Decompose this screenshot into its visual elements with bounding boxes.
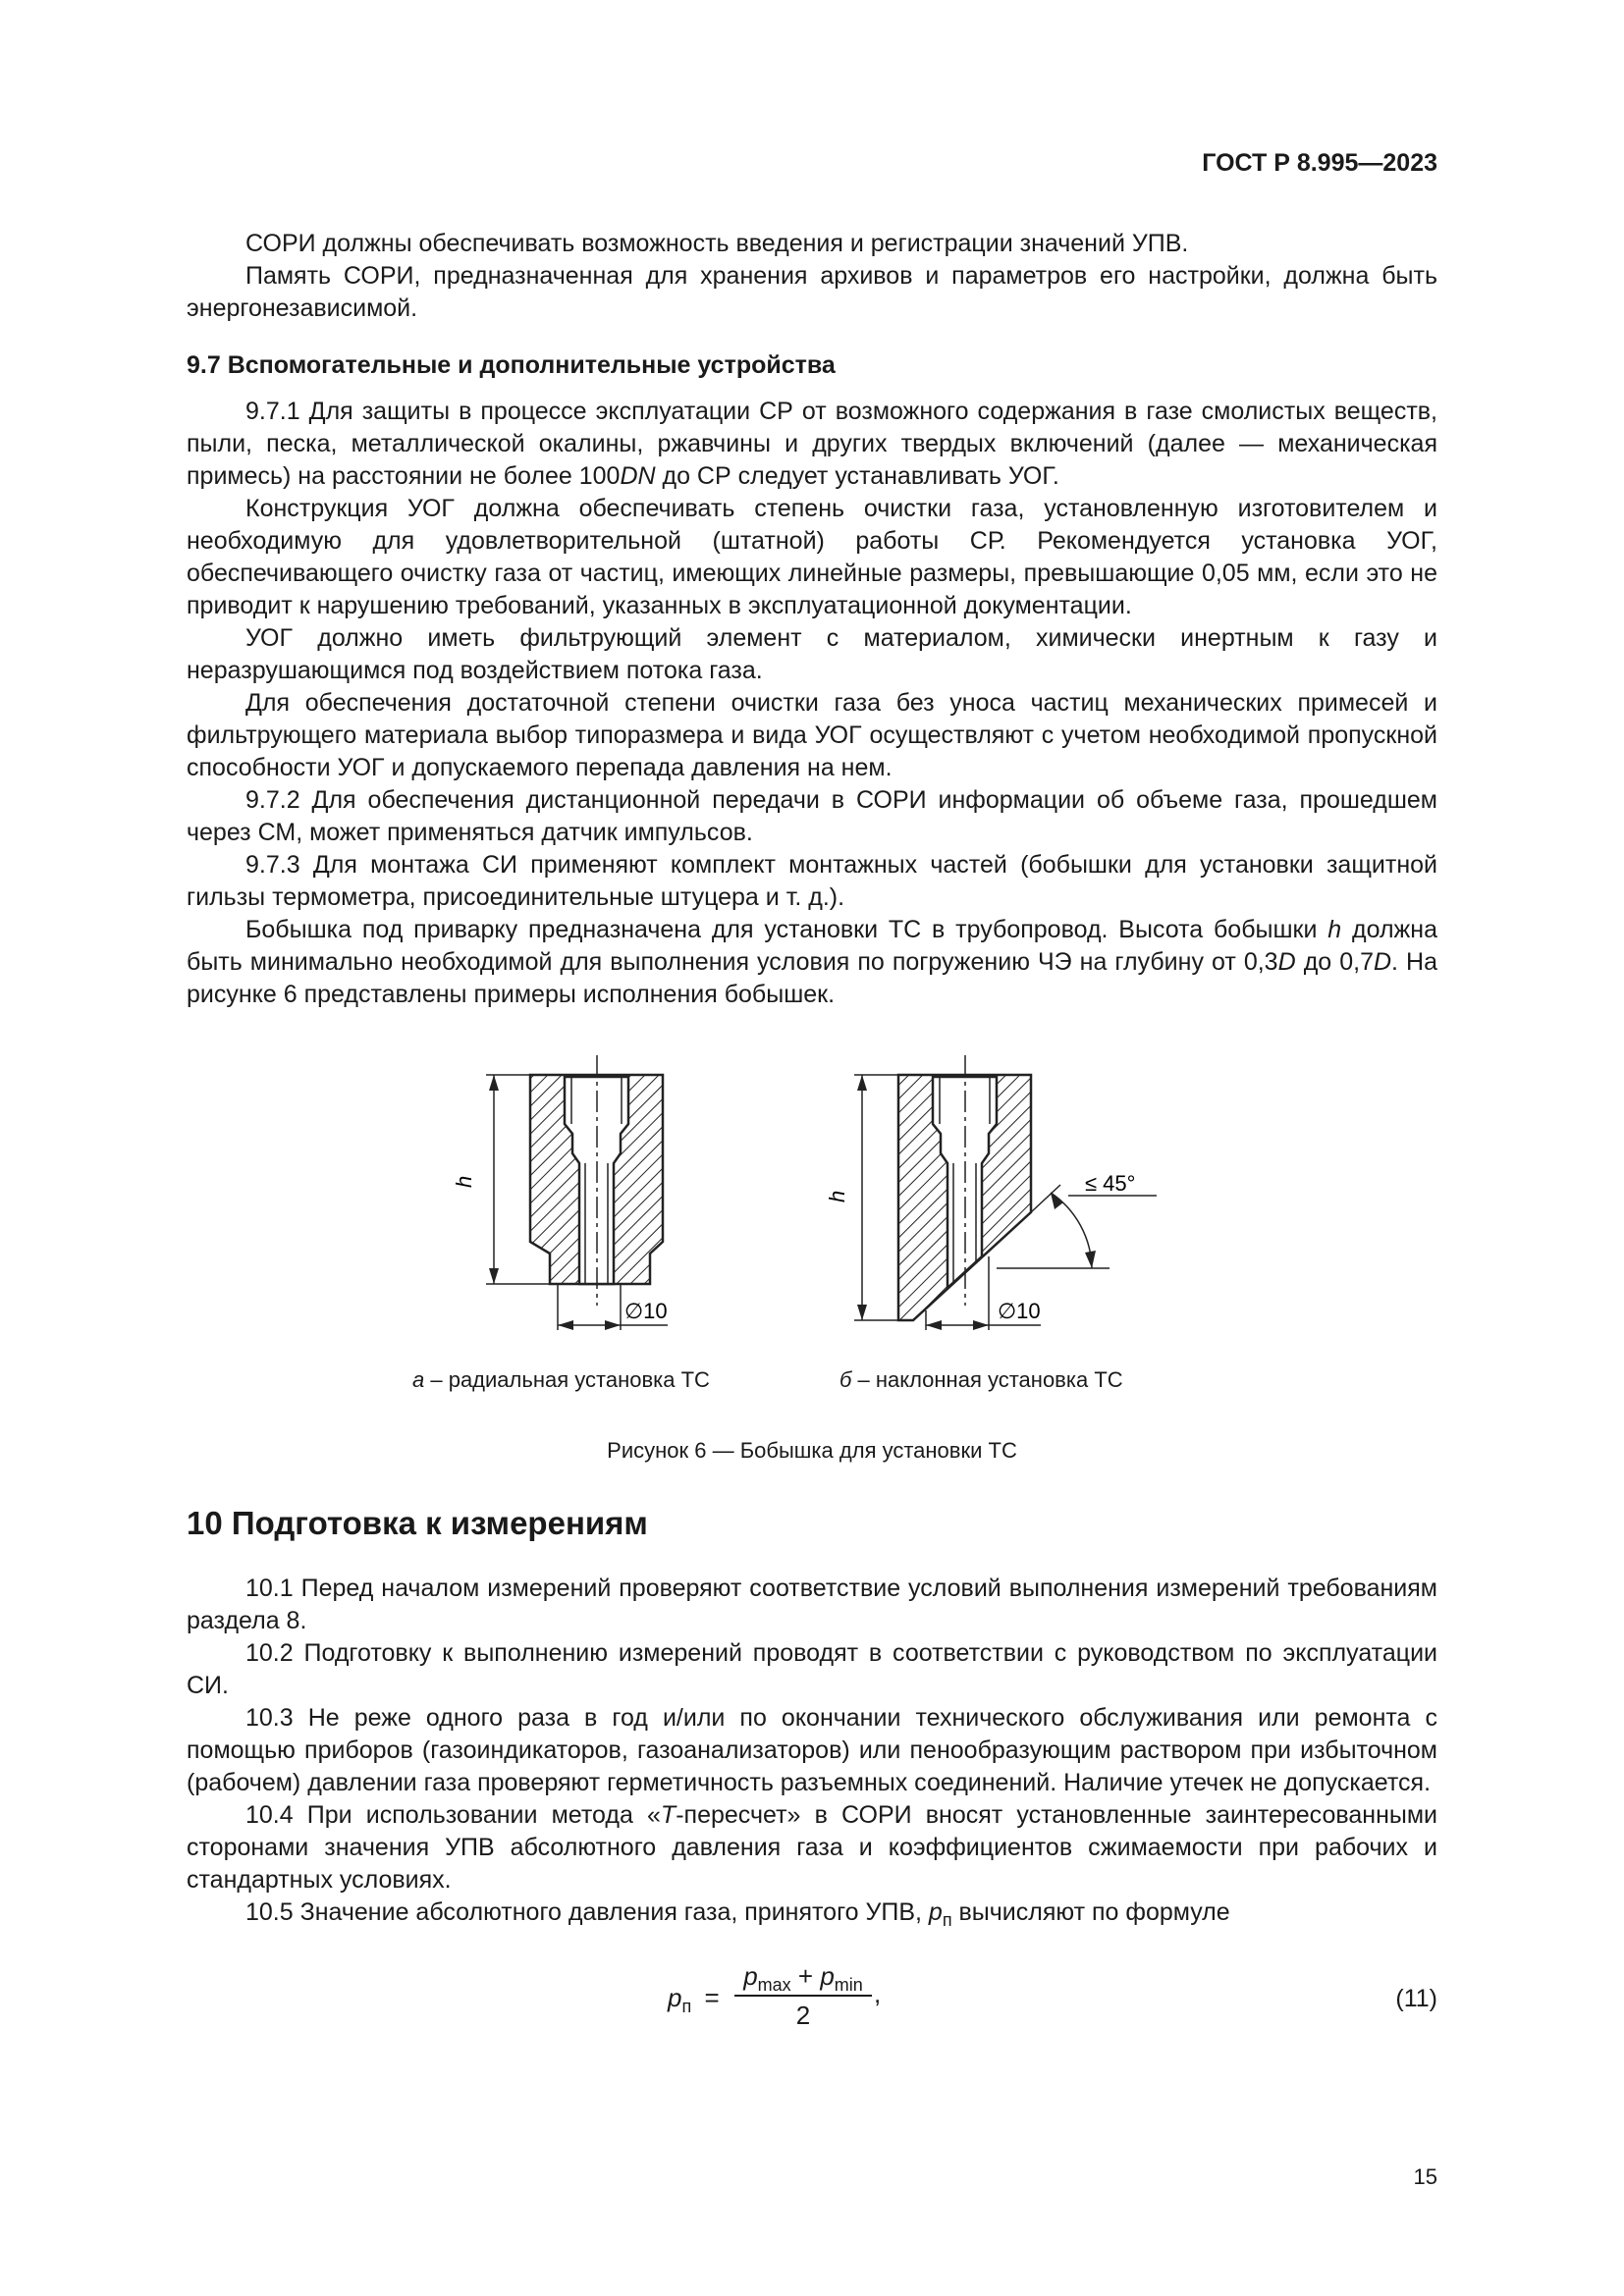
intro-paragraph-2: Память СОРИ, предназначенная для хранения архивов и параметров его настройки, должна быть энергонезависимой. (187, 262, 1437, 322)
document-code: ГОСТ Р 8.995—2023 (1202, 149, 1437, 177)
figure-title: Рисунок 6 — Бобышка для установки ТС (607, 1438, 1017, 1463)
formula-number: (11) (1395, 1985, 1437, 2012)
paragraph-10-4: 10.4 При использовании метода «T-пересчет» в СОРИ вносят установленные заинтересованными сторонами значения УПВ абсолютного давления газа и коэффициентов сжимаемости при рабочих и стандартных условиях. (187, 1801, 1438, 1894)
paragraph-9-7-3: 9.7.3 Для монтажа СИ применяют комплект монтажных частей (бобышки для установки защитной гильзы термометра, присоединительные штуцера и т. д.). (187, 851, 1437, 911)
paragraph-filter-selection: Для обеспечения достаточной степени очистки газа без уноса частиц механических примесей и фильтрующего материала выбор типоразмера и вида УОГ осуществляют с учетом необходимой пропускной способности УОГ и допускаемого перепада давления на нем. (187, 689, 1437, 781)
paragraph-boss: Бобышка под приварку предназначена для установки ТС в трубопровод. Высота бобышки h должна быть минимально необходимой для выполнения условия по погружению ЧЭ на глубину от 0,3D до 0,7D. На рисунке 6 представлены примеры исполнения бобышек. (187, 916, 1437, 1008)
diameter-label-a: ∅10 (624, 1299, 668, 1323)
height-label-b: h (825, 1190, 849, 1202)
paragraph-filter-element: УОГ должно иметь фильтрующий элемент с материалом, химически инертным к газу и неразрушающимся под воздействием потока газа. (187, 624, 1437, 684)
boss-radial-drawing (452, 1055, 668, 1330)
formula-numerator: $p_{max} + p_{min}$ (743, 1961, 863, 1996)
formula-11 (668, 1961, 923, 2040)
section-10-body (187, 1573, 1437, 1937)
section-9-7-title: 9.7 Вспомогательные и дополнительные устройства (187, 351, 836, 379)
fraction-bar (734, 1995, 872, 1997)
formula-lhs: $p_п$ = (668, 1983, 720, 2017)
figure-caption-a: а – радиальная установка ТС (412, 1367, 710, 1392)
formula-comma: , (874, 1979, 882, 2008)
angle-label: ≤ 45° (1085, 1171, 1136, 1196)
paragraph-10-1: 10.1 Перед началом измерений проверяют соответствие условий выполнения измерений требованиям раздела 8. (187, 1575, 1437, 1634)
figure-6-drawing (452, 1045, 1178, 1330)
paragraph-9-7-2: 9.7.2 Для обеспечения дистанционной передачи в СОРИ информации об объеме газа, прошедшем через СМ, может применяться датчик импульсов. (187, 786, 1437, 846)
paragraph-10-3: 10.3 Не реже одного раза в год и/или по окончании технического обслуживания или ремонта с помощью приборов (газоиндикаторов, газоанализаторов) или пенообразующим раствором при избыточном (рабочем) давлении газа проверяют герметичность разъемных соединений. Наличие утечек не допускается. (187, 1704, 1437, 1796)
formula-denominator: 2 (795, 2001, 811, 2030)
paragraph-9-7-1: 9.7.1 Для защиты в процессе эксплуатации СР от возможного содержания в газе смолистых веществ, пыли, песка, металлической окалины, ржавчины и других твердых включений (далее — механическая примесь) на расстоянии не более 100DN до СР следует устанавливать УОГ. (187, 398, 1437, 490)
paragraph-10-5: 10.5 Значение абсолютного давления газа, принятого УПВ, $p_п$ вычисляют по формуле (245, 1898, 1230, 1930)
intro-block (187, 228, 1437, 325)
boss-inclined-drawing (825, 1055, 1157, 1330)
diameter-label-b: ∅10 (998, 1299, 1041, 1323)
section-9-7-body (187, 396, 1437, 1011)
section-10-title: 10 Подготовка к измерениям (187, 1505, 648, 1541)
paragraph-filter-construction: Конструкция УОГ должна обеспечивать степень очистки газа, установленную изготовителем и необходимую для удовлетворительной (штатной) работы СР. Рекомендуется установка УОГ, обеспечивающего очистку газа от частиц, имеющих линейные размеры, превышающие 0,05 мм, если это не приводит к нарушению требований, указанных в эксплуатационной документации. (187, 495, 1437, 619)
paragraph-10-2: 10.2 Подготовку к выполнению измерений проводят в соответствии с руководством по эксплуатации СИ. (187, 1639, 1437, 1699)
intro-paragraph-1: СОРИ должны обеспечивать возможность введения и регистрации значений УПВ. (245, 230, 1189, 257)
height-label-a: h (452, 1175, 476, 1188)
page-number: 15 (1413, 2164, 1437, 2189)
figure-caption-b: б – наклонная установка ТС (839, 1367, 1123, 1392)
